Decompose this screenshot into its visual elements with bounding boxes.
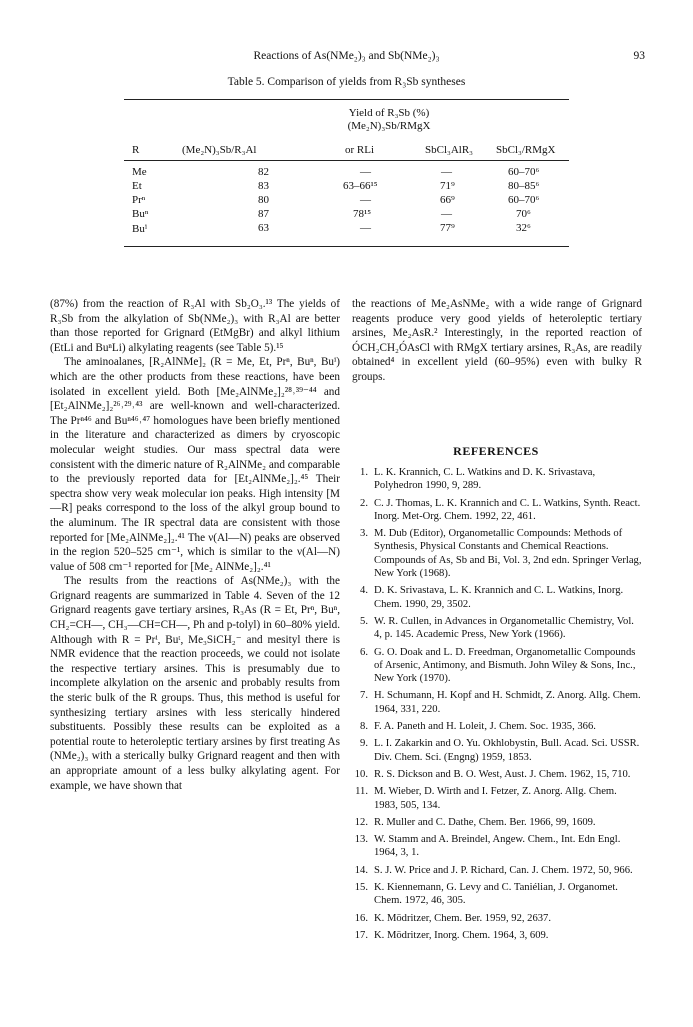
table-group-header-line2: (Me₂N)₃Sb/RMgX: [347, 120, 431, 132]
table-column-header: (Me₂N)₃Sb/R₃Al: [182, 144, 257, 156]
table-cell: 60–70⁶: [508, 194, 540, 206]
reference-text: M. Dub (Editor), Organometallic Compounds: Methods of Synthesis, Physical Constants and Chemical Reactions. Compounds of As, Sb and Bi, Vol. 3, 2nd edn. Springer Verlag, New York (1968).: [374, 528, 642, 580]
table-cell: 83: [258, 180, 269, 192]
reference-item: [352, 912, 642, 925]
reference-text: C. J. Thomas, L. K. Krannich and C. L. Watkins, Synth. React. Inorg. Met-Org. Chem. 1992, 22, 461.: [374, 497, 641, 522]
reference-number: 15.: [354, 882, 368, 894]
page-number: 93: [633, 50, 645, 62]
table-group-header-line1: Yield of R₃Sb (%): [348, 107, 430, 119]
reference-item: [352, 737, 642, 764]
reference-number: 13.: [354, 834, 368, 846]
reference-item: [352, 816, 642, 829]
table-cell: —: [441, 208, 452, 220]
reference-item: [352, 466, 642, 493]
table-column-header: or RLi: [345, 144, 375, 156]
reference-text: G. O. Doak and L. D. Freedman, Organometallic Compounds of Arsenic, Antimony, and Bismuth. John Wiley & Sons, Inc., New York (1970).: [374, 646, 636, 685]
table-cell: 80–85⁶: [508, 180, 540, 192]
reference-number: 2.: [360, 497, 368, 509]
left-column: [50, 297, 340, 793]
table-cell: 87: [258, 208, 269, 220]
body-paragraph: the reactions of Me₂AsNMe₂ with a wide range of Grignard reagents produce very good yields of heteroleptic tertiary arsines, Me₂AsR.² Interestingly, in the reported reaction of ÓCH₂CH₂ÓAsCl with RMgX tertiary arsines, R₃As, are readily obtained⁴ in excellent yield (60–95%) even with bulky R groups.: [352, 298, 642, 383]
reference-item: [352, 689, 642, 716]
table-cell: 70⁶: [516, 208, 531, 220]
reference-number: 1.: [360, 467, 368, 478]
table-column-header: SbCl₃/RMgX: [496, 144, 556, 156]
table-cell: 66⁹: [440, 194, 455, 206]
reference-item: [352, 584, 642, 611]
reference-item: [352, 833, 642, 860]
reference-number: 9.: [360, 738, 368, 750]
table-cell: Buⁱ: [132, 223, 148, 235]
reference-text: L. I. Zakarkin and O. Yu. Okhlobystin, Bull. Acad. Sci. USSR. Div. Chem. Sci. (Engng) 1959, 1853.: [374, 738, 640, 763]
table-column-header: R: [132, 144, 140, 156]
reference-text: M. Wieber, D. Wirth and I. Fetzer, Z. Anorg. Allg. Chem. 1983, 505, 134.: [374, 786, 617, 811]
table-bottom-rule: [124, 246, 569, 247]
reference-number: 10.: [354, 768, 368, 780]
table-cell: —: [441, 166, 452, 178]
table-cell: —: [360, 222, 371, 234]
table-body: [124, 166, 569, 246]
table-cell: 80: [258, 194, 269, 206]
reference-item: [352, 615, 642, 642]
reference-number: 5.: [360, 615, 368, 627]
reference-text: S. J. W. Price and J. P. Richard, Can. J. Chem. 1972, 50, 966.: [374, 864, 633, 876]
reference-number: 7.: [360, 690, 368, 702]
table-cell: 32⁶: [516, 222, 531, 234]
reference-text: D. K. Srivastava, L. K. Krannich and C. L. Watkins, Inorg. Chem. 1990, 29, 3502.: [374, 585, 624, 610]
table-cell: 71⁹: [440, 180, 455, 192]
table-cell: —: [360, 194, 371, 206]
reference-number: 14.: [354, 864, 368, 876]
table-header-rule: [124, 160, 569, 161]
reference-item: [352, 768, 642, 781]
reference-number: 16.: [354, 912, 368, 924]
table-column-header: SbCl₃AlR₃: [425, 144, 474, 156]
table-cell: 60–70⁶: [508, 166, 540, 178]
table-cell: 77⁹: [440, 222, 455, 234]
reference-number: 3.: [360, 528, 368, 540]
reference-text: W. R. Cullen, in Advances in Organometallic Chemistry, Vol. 4, p. 145. Academic Press, New York (1966).: [374, 615, 634, 641]
references-list: [352, 466, 642, 946]
body-paragraph: The results from the reactions of As(NMe₂)₃ with the Grignard reagents are summarized in Table 4. Seven of the 12 Grignard reagents gave tertiary arsines, R₃As (R = Et, Prⁿ, Buⁿ, CH₂=CH—, CH₃—CH=CH—, Ph and p-tolyl) in 60–80% yield. Although with R = Prⁱ, Buᵗ, Me₃SiCH₂⁻ and mesityl there is NMR evidence that the reaction proceeds, we could not isolate the respective tertiary arsines. This is presumably due to incomplete alkylation on the arsenic and probably results from the steric bulk of the R groups. Thus, this method is useful for synthesizing tertiary arsines with less sterically hindered substituents. Possibly these results can be exploited as a potential route to heteroleptic tertiary arsines by first treating As (NMe₂)₃ with a sterically bulky Grignard reagent and then with an appropriate amount of a less bulky alkylating agent. For example, we have shown that: [50, 575, 340, 792]
table-cell: 63: [258, 222, 269, 234]
reference-number: 17.: [354, 929, 368, 941]
reference-item: [352, 785, 642, 812]
reference-number: 11.: [355, 786, 368, 798]
references-heading: REFERENCES: [453, 444, 539, 458]
table-top-rule: [124, 99, 569, 100]
reference-text: L. K. Krannich, C. L. Watkins and D. K. Srivastava, Polyhedron 1990, 9, 289.: [374, 467, 596, 492]
reference-item: [352, 720, 642, 733]
reference-number: 6.: [360, 646, 368, 658]
body-paragraph: The aminoalanes, [R₂AlNMe]₂ (R = Me, Et, Prⁿ, Buⁿ, Buⁱ) which are the other products from these reactions, have been isolated in excellent yield. Both [Me₂AlNMe₂]₂²⁸˒³⁹⁻⁴⁴ and [Et₂AlNMe₂]₂²⁶˒²⁹˒⁴³ are well-known and well-characterized. The Prⁿ⁴⁶ and Buⁿ⁴⁶˒⁴⁷ homologues have been briefly mentioned in the literature and characterized as dimers by cryoscopic molecular weight studies. Our mass spectral data were consistent with the dimeric nature of R₂AlNMe₂ and comparable to the previously reported data for [Et₂AlNMe₂]₂.⁴⁵ Their spectra show very weak molecular ion peaks. High intensity [M—R] peaks correspond to the loss of the alkyl group bound to the aluminum. The IR spectral data are consistent with those reported for [Me₂AlNMe₂]₂.⁴¹ The ν(Al—N) peaks are observed in the region 520–525 cm⁻¹, which is similar to the ν(Al—N) value of 508 cm⁻¹ reported for [Me₂ AlNMe₂]₂.⁴¹: [50, 356, 340, 573]
reference-item: [352, 929, 642, 942]
reference-text: W. Stamm and A. Breindel, Angew. Chem., Int. Edn Engl. 1964, 3, 1.: [374, 834, 621, 859]
running-title: Reactions of As(NMe₂)₃ and Sb(NMe₂)₃: [253, 50, 440, 62]
reference-number: 4.: [360, 585, 368, 597]
table-cell: Prⁿ: [132, 194, 146, 206]
table-cell: Buⁿ: [132, 208, 149, 220]
reference-item: [352, 497, 642, 524]
table-cell: 78¹⁵: [353, 208, 372, 220]
reference-item: [352, 646, 642, 686]
reference-text: K. Mödritzer, Chem. Ber. 1959, 92, 2637.: [374, 912, 551, 924]
table-cell: —: [360, 166, 371, 178]
table-cell: Et: [132, 180, 142, 192]
reference-text: R. S. Dickson and B. O. West, Aust. J. Chem. 1962, 15, 710.: [374, 768, 631, 780]
reference-text: F. A. Paneth and H. Loleit, J. Chem. Soc. 1935, 366.: [374, 721, 596, 733]
reference-number: 8.: [360, 721, 368, 733]
table-cell: 82: [258, 166, 269, 178]
table-caption: Table 5. Comparison of yields from R₃Sb syntheses: [227, 76, 466, 88]
reference-item: [352, 864, 642, 877]
reference-text: H. Schumann, H. Kopf and H. Schmidt, Z. Anorg. Allg. Chem. 1964, 331, 220.: [374, 690, 641, 715]
reference-item: [352, 881, 642, 908]
reference-text: K. Kiennemann, G. Levy and C. Taniélian, J. Organomet. Chem. 1972, 46, 305.: [374, 882, 618, 907]
reference-number: 12.: [354, 816, 368, 828]
table-group-header: [284, 107, 494, 133]
right-column: [352, 297, 642, 385]
body-paragraph: (87%) from the reaction of R₃Al with Sb₂O₃.¹³ The yields of R₃Sb from the alkylation of Sb(NMe₂)₃ with R₃Al are better than those reported for Grignard (EtMgBr) and alkyl lithium (EtLi and BuⁿLi) alkylating reagents (see Table 5).¹⁵: [50, 298, 340, 354]
table-cell: Me: [132, 166, 147, 178]
running-head: [0, 50, 693, 66]
table-cell: 63–66¹⁵: [343, 180, 378, 192]
reference-text: R. Muller and C. Dathe, Chem. Ber. 1966, 99, 1609.: [374, 816, 596, 828]
reference-item: [352, 527, 642, 580]
reference-text: K. Mödritzer, Inorg. Chem. 1964, 3, 609.: [374, 929, 549, 941]
